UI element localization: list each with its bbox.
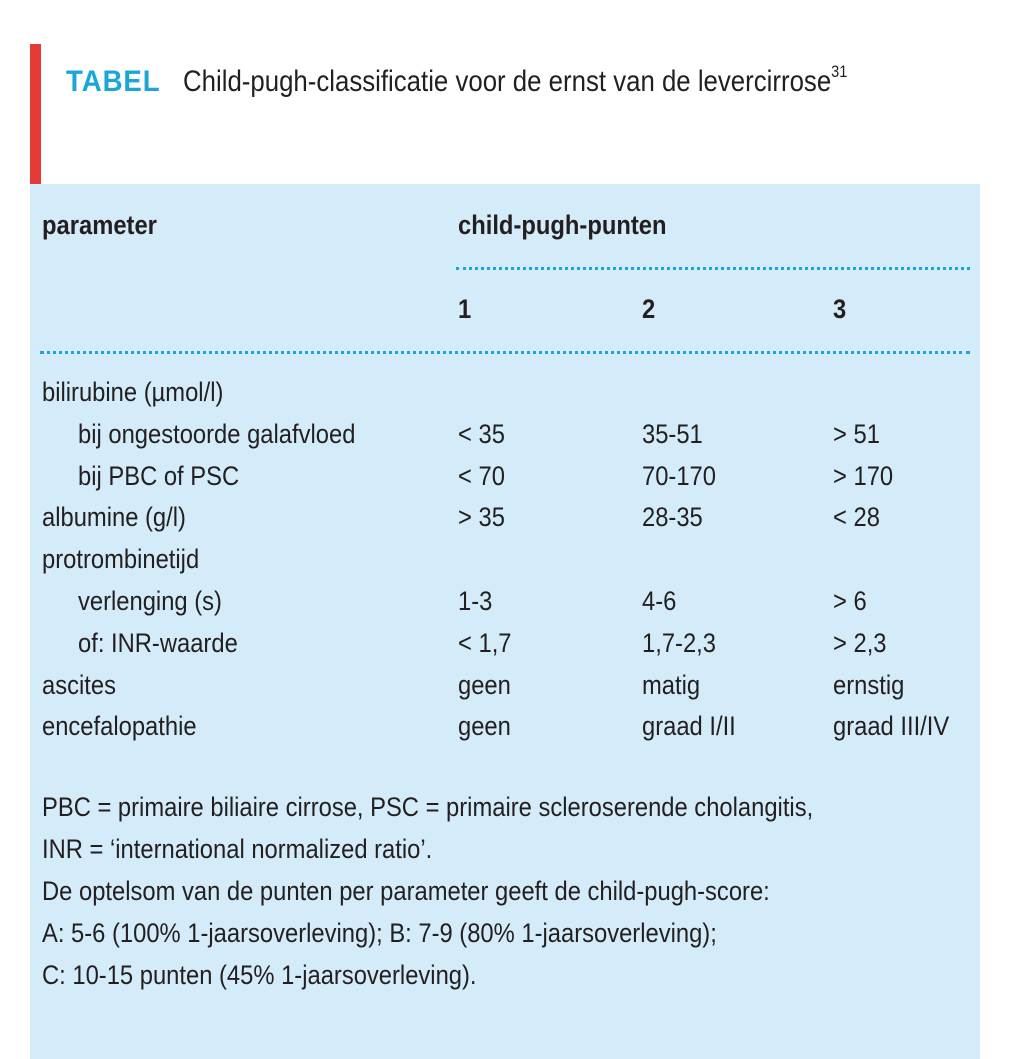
row-label: albumine (g/l) [42,502,186,532]
divider-points [456,267,970,270]
row-value-2: 28-35 [642,502,703,532]
note-line: INR = ‘international normalized ratio’. [42,834,433,864]
row-value-1: 1-3 [458,586,493,616]
note-line: De optelsom van de punten per parameter geeft de child-pugh-score: [42,876,770,906]
row-label: bij PBC of PSC [78,461,240,491]
row-value-2: matig [642,670,701,700]
header-parameter: parameter [42,210,157,240]
divider-header [40,351,970,354]
accent-bar [30,44,41,184]
row-value-3: ernstig [833,670,905,700]
footnote-reference: 31 [830,62,848,81]
row-label: ascites [42,670,116,700]
row-value-3: > 51 [833,419,880,449]
row-value-1: < 70 [458,461,505,491]
row-value-2: graad I/II [642,711,736,741]
title-text [183,62,847,99]
header-child-pugh-points: child-pugh-punten [458,210,667,240]
row-value-3: > 2,3 [833,628,887,658]
row-value-1: > 35 [458,502,505,532]
row-value-2: 4-6 [642,586,677,616]
row-label: verlenging (s) [78,586,222,616]
note-line: C: 10-15 punten (45% 1-jaarsoverleving). [42,960,477,990]
row-label: bij ongestoorde galafvloed [78,419,356,449]
row-value-2: 1,7-2,3 [642,628,716,658]
row-value-3: > 6 [833,586,867,616]
row-value-1: < 1,7 [458,628,512,658]
title-main: Child-pugh-classificatie voor de ernst van de levercirrose [182,65,831,98]
row-label: of: INR-waarde [78,628,238,658]
header-point-1: 1 [458,294,472,324]
row-label: bilirubine (µmol/l) [42,377,224,407]
row-value-1: geen [458,670,511,700]
row-value-3: graad III/IV [833,711,950,741]
note-line: PBC = primaire biliaire cirrose, PSC = primaire scleroserende cholangitis, [42,792,814,822]
title-label: TABEL [66,65,161,98]
note-line: A: 5-6 (100% 1-jaarsoverleving); B: 7-9 (80% 1-jaarsoverleving); [42,918,717,948]
row-value-2: 70-170 [642,461,716,491]
row-value-2: 35-51 [642,419,703,449]
row-value-3: > 170 [833,461,894,491]
row-label: protrombinetijd [42,544,200,574]
header-point-2: 2 [642,294,656,324]
table-panel [30,184,980,1059]
row-value-1: geen [458,711,511,741]
table-title [66,62,955,102]
row-label: encefalopathie [42,711,197,741]
row-value-3: < 28 [833,502,880,532]
header-point-3: 3 [833,294,847,324]
row-value-1: < 35 [458,419,505,449]
